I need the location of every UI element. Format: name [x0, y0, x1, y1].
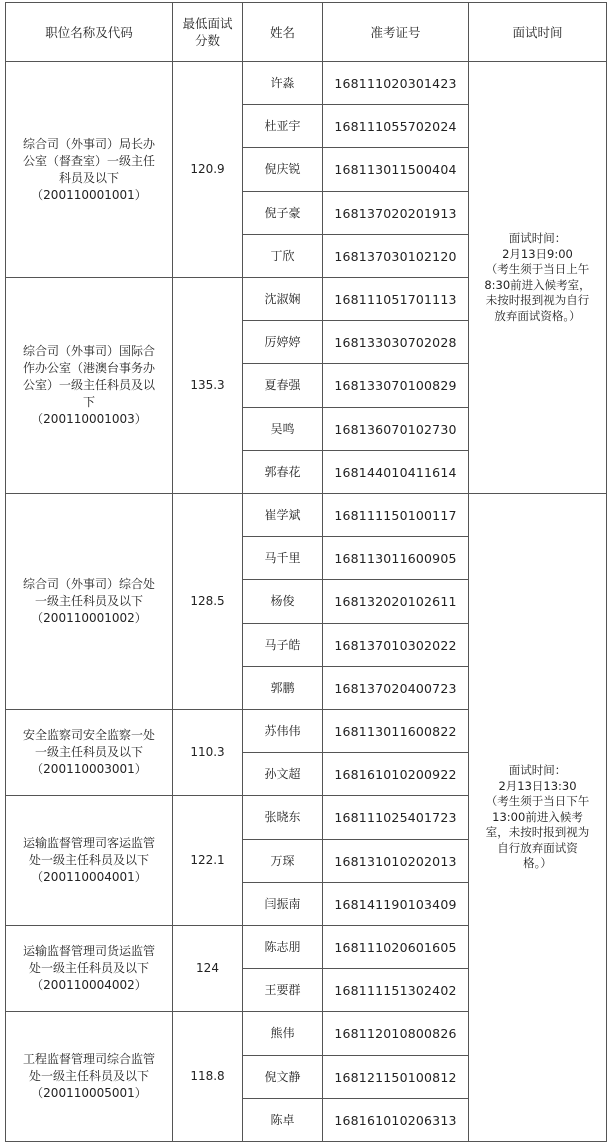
min-score: 135.3 — [172, 277, 243, 494]
position-title: 工程监督管理司综合监管 处一级主任科员及以下 （200110005001） — [5, 1011, 173, 1142]
ticket-number: 168113011600905 — [322, 536, 469, 580]
candidate-name: 倪文静 — [242, 1055, 323, 1099]
position-title: 综合司（外事司）局长办 公室（督查室）一级主任 科员及以下 （200110001001） — [5, 61, 173, 278]
ticket-number: 168112010800826 — [322, 1011, 469, 1056]
ticket-number: 168111151302402 — [322, 968, 469, 1012]
ticket-number: 168137020201913 — [322, 191, 469, 235]
ticket-number: 168133070100829 — [322, 363, 469, 408]
candidate-name: 夏春强 — [242, 363, 323, 408]
ticket-number: 168111020301423 — [322, 61, 469, 105]
ticket-number: 168131010202013 — [322, 839, 469, 883]
candidate-name: 许淼 — [242, 61, 323, 105]
position-title: 安全监察司安全监察一处 一级主任科员及以下 （200110003001） — [5, 709, 173, 796]
ticket-number: 168111055702024 — [322, 104, 469, 148]
interview-time-note: 面试时间： 2月13日13:30 （考生须于当日下午 13:00前进入候考 室，未按时报到视为 自行放弃面试资 格。） — [468, 493, 607, 1142]
ticket-number: 168113011600822 — [322, 709, 469, 753]
min-score: 118.8 — [172, 1011, 243, 1142]
ticket-number: 168133030702028 — [322, 320, 469, 364]
min-score: 120.9 — [172, 61, 243, 278]
candidate-name: 杨俊 — [242, 579, 323, 624]
candidate-name: 沈淑娴 — [242, 277, 323, 321]
ticket-number: 168121150100812 — [322, 1055, 469, 1099]
position-title: 综合司（外事司）综合处 一级主任科员及以下 （200110001002） — [5, 493, 173, 710]
candidate-name: 吴鸣 — [242, 407, 323, 451]
header-ticket-number: 准考证号 — [322, 2, 469, 62]
ticket-number: 168161010206313 — [322, 1098, 469, 1142]
ticket-number: 168111051701113 — [322, 277, 469, 321]
ticket-number: 168144010411614 — [322, 450, 469, 494]
candidate-name: 张晓东 — [242, 795, 323, 840]
position-title: 运输监督管理司货运监管 处一级主任科员及以下 （200110004002） — [5, 925, 173, 1012]
candidate-name: 闫振南 — [242, 882, 323, 926]
candidate-name: 陈卓 — [242, 1098, 323, 1142]
header-position: 职位名称及代码 — [5, 2, 173, 62]
ticket-number: 168136070102730 — [322, 407, 469, 451]
min-score: 124 — [172, 925, 243, 1012]
candidate-name: 熊伟 — [242, 1011, 323, 1056]
ticket-number: 168113011500404 — [322, 147, 469, 192]
min-score: 110.3 — [172, 709, 243, 796]
ticket-number: 168137030102120 — [322, 234, 469, 278]
candidate-name: 孙文超 — [242, 752, 323, 796]
candidate-name: 郭春花 — [242, 450, 323, 494]
position-title: 综合司（外事司）国际合 作办公室（港澳台事务办 公室）一级主任科员及以 下 （200110001003） — [5, 277, 173, 494]
ticket-number: 168111020601605 — [322, 925, 469, 969]
ticket-number: 168141190103409 — [322, 882, 469, 926]
header-name: 姓名 — [242, 2, 323, 62]
header-min-score: 最低面试 分数 — [172, 2, 243, 62]
candidate-name: 郭鹏 — [242, 666, 323, 710]
ticket-number: 168111025401723 — [322, 795, 469, 840]
candidate-name: 崔学斌 — [242, 493, 323, 537]
ticket-number: 168161010200922 — [322, 752, 469, 796]
candidate-name: 丁欣 — [242, 234, 323, 278]
candidate-name: 王要群 — [242, 968, 323, 1012]
candidate-name: 陈志朋 — [242, 925, 323, 969]
candidate-name: 马千里 — [242, 536, 323, 580]
candidate-name: 苏伟伟 — [242, 709, 323, 753]
header-interview-time: 面试时间 — [468, 2, 607, 62]
candidate-name: 杜亚宇 — [242, 104, 323, 148]
candidate-name: 万琛 — [242, 839, 323, 883]
ticket-number: 168111150100117 — [322, 493, 469, 537]
candidate-name: 倪子豪 — [242, 191, 323, 235]
min-score: 122.1 — [172, 795, 243, 926]
candidate-name: 厉婷婷 — [242, 320, 323, 364]
ticket-number: 168132020102611 — [322, 579, 469, 624]
position-title: 运输监督管理司客运监管 处一级主任科员及以下 （200110004001） — [5, 795, 173, 926]
min-score: 128.5 — [172, 493, 243, 710]
ticket-number: 168137010302022 — [322, 623, 469, 667]
candidate-name: 倪庆锐 — [242, 147, 323, 192]
interview-time-note: 面试时间： 2月13日9:00 （考生须于当日上午 8:30前进入候考室， 未按时报到视为自行 放弃面试资格。） — [468, 61, 607, 494]
ticket-number: 168137020400723 — [322, 666, 469, 710]
candidate-name: 马子皓 — [242, 623, 323, 667]
